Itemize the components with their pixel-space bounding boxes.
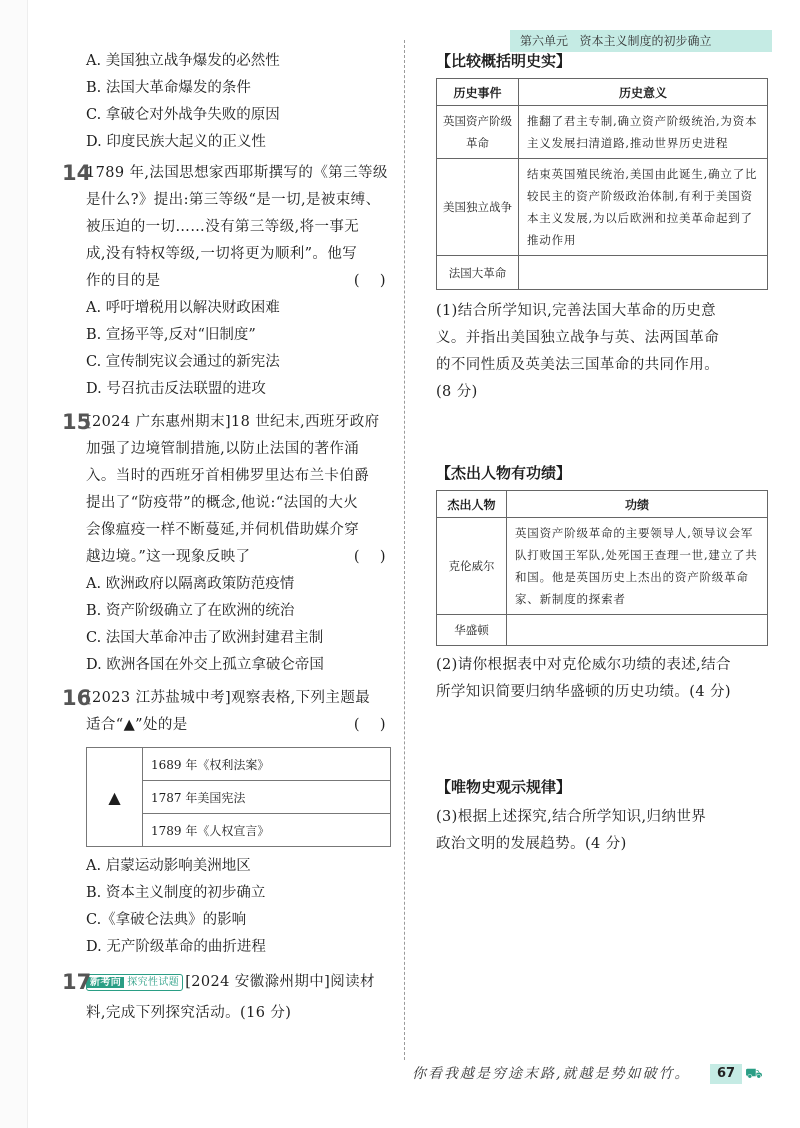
table-header: 历史意义	[519, 79, 768, 106]
history-events-table	[436, 78, 768, 290]
q17-stem-line: [2024 安徽滁州期中]阅读材	[185, 974, 375, 990]
question-line: 的不同性质及英美法三国革命的共同作用。	[436, 357, 720, 373]
event-cell: 美国独立战争	[437, 159, 519, 256]
q14-option-a[interactable]: A. 呼吁增税用以解决财政困难	[86, 300, 280, 316]
q13-option-b[interactable]: B. 法国大革命爆发的条件	[86, 80, 251, 96]
q16-table	[86, 747, 391, 847]
q14-option-c[interactable]: C. 宣传制宪议会通过的新宪法	[86, 354, 280, 370]
q15-stem-line: 会像瘟疫一样不断蔓延,并伺机借助媒介穿	[86, 522, 360, 538]
event-cell: 英国资产阶级革命	[437, 106, 519, 159]
q15-stem-line: 提出了“防疫带”的概念,他说:“法国的大火	[86, 495, 359, 511]
section1-title: 【比较概括明史实】	[436, 52, 572, 70]
table-row	[437, 159, 768, 256]
q17-stem-line: 料,完成下列探究活动。(16 分)	[86, 1005, 292, 1021]
page-number: 67	[710, 1064, 742, 1084]
deed-cell: 英国资产阶级革命的主要领导人,领导议会军队打败国王军队,处死国王查理一世,建立了共和国。他是英国历史上杰出的资产阶级革命家、新制度的探索者	[507, 518, 768, 615]
question-16	[58, 685, 398, 961]
table-row	[87, 748, 391, 781]
significance-cell: 结束英国殖民统治,美国由此诞生,确立了比较民主的资产阶级政治体制,有利于美国资本主义发展,为以后欧洲和拉美革命起到了推动作用	[519, 159, 768, 256]
header-title: 资本主义制度的初步确立	[579, 34, 712, 48]
section2-question	[436, 652, 768, 706]
table-header-row	[437, 79, 768, 106]
figures-table	[436, 490, 768, 646]
q14-number: 14	[62, 161, 92, 185]
q15-option-c[interactable]: C. 法国大革命冲击了欧洲封建君主制	[86, 630, 324, 646]
q17-number: 17	[62, 970, 92, 994]
q15-stem-line: [2024 广东惠州期末]18 世纪末,西班牙政府	[86, 414, 380, 430]
q16-stem-last	[86, 712, 398, 739]
question-line: 所学知识简要归纳华盛顿的历史功绩。(4 分)	[436, 684, 731, 700]
q15-option-a[interactable]: A. 欧洲政府以隔离政策防范疫情	[86, 576, 295, 592]
question-line: 义。并指出美国独立战争与英、法两国革命	[436, 330, 720, 346]
q16-triangle-cell: ▲	[87, 748, 143, 847]
section1-question	[436, 298, 768, 406]
deed-answer-cell[interactable]	[507, 615, 768, 646]
section3-question	[436, 804, 768, 858]
question-17	[58, 969, 398, 1027]
q15-stem-last	[86, 544, 398, 571]
table-row	[437, 106, 768, 159]
q16-stem-line: 适合“▲”处的是	[86, 717, 188, 733]
q14-stem-line: 1789 年,法国思想家西耶斯撰写的《第三等级	[86, 165, 388, 181]
significance-cell: 推翻了君主专制,确立资产阶级统治,为资本主义发展扫清道路,推动世界历史进程	[519, 106, 768, 159]
q16-table-item: 1787 年美国宪法	[143, 781, 391, 814]
table-row	[437, 256, 768, 290]
section2-title: 【杰出人物有功绩】	[436, 464, 572, 482]
question-15	[58, 409, 398, 679]
q16-answer-blank[interactable]: ( )	[353, 717, 386, 733]
question-line: 政治文明的发展趋势。(4 分)	[436, 836, 627, 852]
left-column	[58, 48, 398, 1027]
q15-number: 15	[62, 410, 92, 434]
q15-stem-line: 越边境。”这一现象反映了	[86, 549, 251, 565]
q16-stem-line: [2023 江苏盐城中考]观察表格,下列主题最	[86, 690, 371, 706]
q13-option-a[interactable]: A. 美国独立战争爆发的必然性	[86, 53, 280, 69]
table-header: 杰出人物	[437, 491, 507, 518]
header-unit: 第六单元	[520, 34, 569, 48]
column-divider	[404, 40, 405, 1060]
event-cell: 法国大革命	[437, 256, 519, 290]
question-line: (1)结合所学知识,完善法国大革命的历史意	[436, 303, 717, 319]
q13-options	[58, 48, 398, 156]
question-line: (8 分)	[436, 384, 478, 400]
q16-number: 16	[62, 686, 92, 710]
q14-option-b[interactable]: B. 宣扬平等,反对“旧制度”	[86, 327, 256, 343]
q13-option-c[interactable]: C. 拿破仑对外战争失败的原因	[86, 107, 280, 123]
q16-table-item: 1689 年《权利法案》	[143, 748, 391, 781]
q14-stem-line: 被压迫的一切……没有第三等级,将一事无	[86, 219, 360, 235]
q15-answer-blank[interactable]: ( )	[353, 549, 386, 565]
table-row	[437, 518, 768, 615]
q13-option-d[interactable]: D. 印度民族大起义的正义性	[86, 134, 266, 150]
q17-stem-first	[86, 969, 398, 996]
q15-stem-line: 加强了边境管制措施,以防止法国的著作涌	[86, 441, 360, 457]
tag-main: 新考向	[87, 977, 124, 988]
q16-option-b[interactable]: B. 资本主义制度的初步确立	[86, 885, 266, 901]
q14-answer-blank[interactable]: ( )	[353, 273, 386, 289]
table-header: 功绩	[507, 491, 768, 518]
table-header-row	[437, 491, 768, 518]
q15-stem-line: 入。当时的西班牙首相佛罗里达布兰卡伯爵	[86, 468, 370, 484]
q16-option-c[interactable]: C.《拿破仑法典》的影响	[86, 912, 247, 928]
q14-stem-line: 是什么?》提出:第三等级“是一切,是被束缚、	[86, 192, 381, 208]
new-trend-tag	[86, 974, 183, 991]
q16-option-d[interactable]: D. 无产阶级革命的曲折进程	[86, 939, 266, 955]
q16-stem	[58, 685, 398, 739]
page-edge	[0, 0, 28, 1128]
person-cell: 克伦威尔	[437, 518, 507, 615]
q14-stem	[58, 160, 398, 295]
right-column	[436, 48, 768, 858]
table-header: 历史事件	[437, 79, 519, 106]
cart-icon: ⛟	[745, 1066, 763, 1082]
table-row	[437, 615, 768, 646]
q16-table-item: 1789 年《人权宣言》	[143, 814, 391, 847]
section3-title: 【唯物史观示规律】	[436, 778, 572, 796]
q15-option-d[interactable]: D. 欧洲各国在外交上孤立拿破仑帝国	[86, 657, 324, 673]
person-cell: 华盛顿	[437, 615, 507, 646]
q16-option-a[interactable]: A. 启蒙运动影响美洲地区	[86, 858, 251, 874]
q15-stem	[58, 409, 398, 571]
tag-sub: 探究性试题	[127, 976, 180, 988]
question-line: (3)根据上述探究,结合所学知识,归纳世界	[436, 809, 707, 825]
question-14	[58, 160, 398, 403]
q14-stem-line: 作的目的是	[86, 273, 161, 289]
question-line: (2)请你根据表中对克伦威尔功绩的表述,结合	[436, 657, 731, 673]
q14-option-d[interactable]: D. 号召抗击反法联盟的进攻	[86, 381, 266, 397]
significance-answer-cell[interactable]	[519, 256, 768, 290]
footer-motto: 你看我越是穷途末路,就越是势如破竹。	[412, 1066, 691, 1082]
q14-stem-last	[86, 268, 398, 295]
q17-stem	[58, 969, 398, 1027]
q14-stem-line: 成,没有特权等级,一切将更为顺利”。他写	[86, 246, 358, 262]
q15-option-b[interactable]: B. 资产阶级确立了在欧洲的统治	[86, 603, 295, 619]
